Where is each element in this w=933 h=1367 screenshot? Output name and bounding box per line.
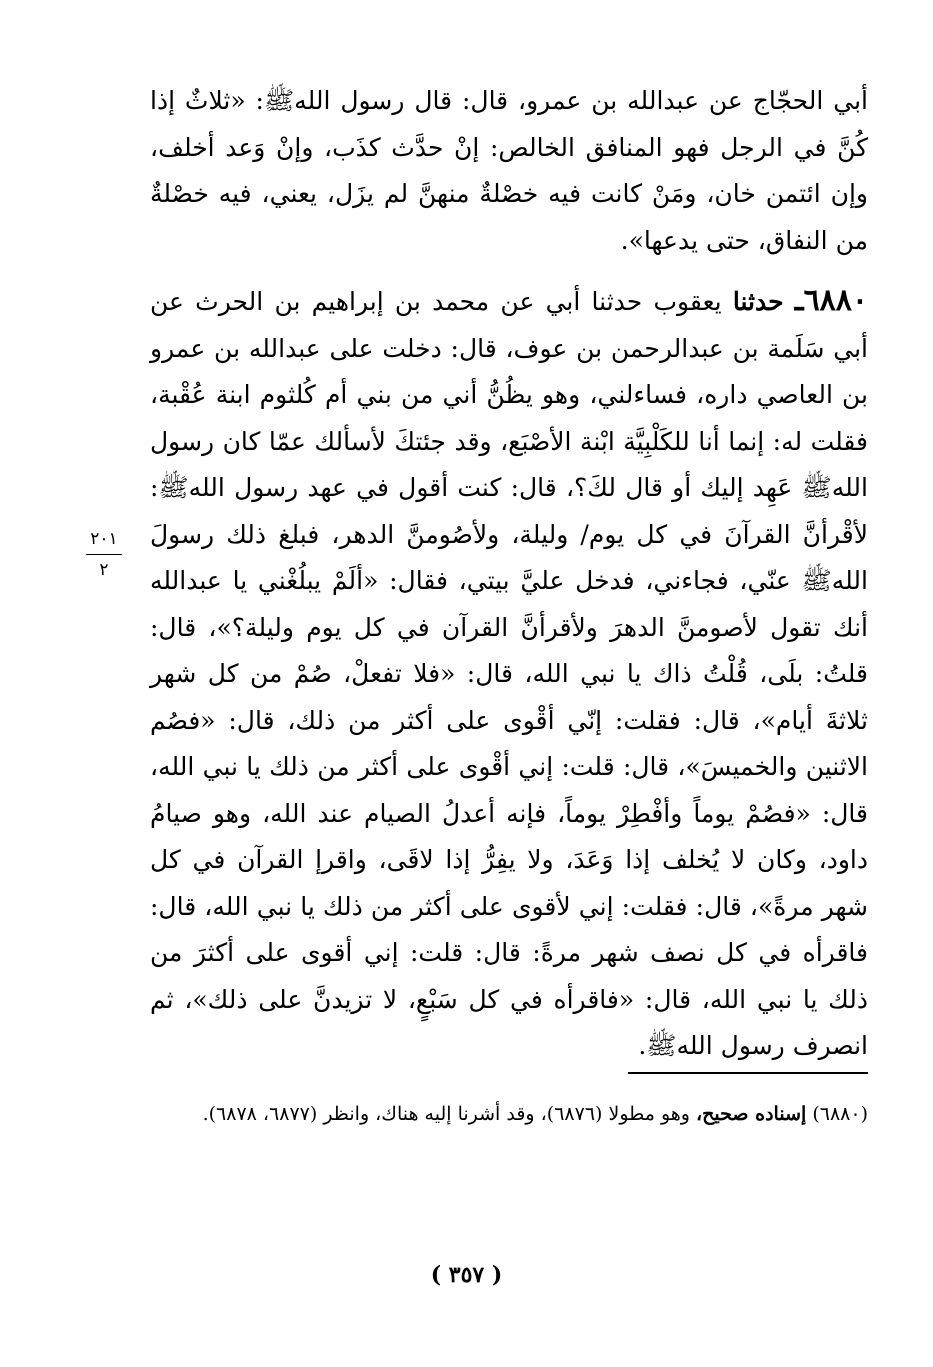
hadith-number: ٦٨٨٠ — [803, 283, 869, 318]
hadith-line: عبدالله بن عمرو بن العاصي داره، فساءلني، وهو يظُنُّ أني من بني أم — [150, 333, 869, 409]
hadith-line: عبدالله أنك تقول لأصومنَّ الدهرَ ولأقرأنَّ القرآن في كل يوم وليلة؟»، قال: — [150, 566, 868, 642]
hadith-line: يُخلف إذا وَعَدَ، ولا يفِرُّ إذا لاقَى، واقرإ القرآن في كل شهر مرةً»، قال: — [150, 845, 868, 921]
continuation-paragraph — [150, 78, 868, 264]
hadith-line: فقلت: إني لأقوى على أكثر من ذلك يا نبي الله، قال: فاقرأه في كل — [150, 891, 868, 967]
footnote — [150, 1093, 868, 1135]
hadith-line: والخميسَ»، قال: قلت: إني أقْوى على أكثر من ذلك يا نبي الله، قال: — [150, 752, 868, 828]
hadith-line: ذلك رسولَ اللهﷺ عنّي، فجاءني، فدخل عليَّ بيتي، فقال: «ألَمْ يبلُغْني يا — [150, 519, 868, 595]
hadith-line: «فصُمْ يوماً وأفْطِرْ يوماً، فإنه أعدلُ الصيام عند الله، وهو صيامُ داود، وكان لا — [150, 798, 868, 874]
footnote-grading: إسناده صحيح، — [696, 1103, 807, 1125]
margin-reference-bottom: ٢ — [99, 560, 109, 580]
hadith-line: رسول اللهﷺ: لأقْرأنَّ القرآنَ في كل يوم/ وليلة، ولأصُومنَّ الدهر، فبلغ — [150, 473, 868, 549]
margin-reference — [82, 528, 126, 581]
hadith-line: نصف شهر مرةً: قال: قلت: إني أقوى على أكثرَ من ذلك يا نبي الله، قال: — [150, 938, 868, 1014]
hadith-line: أيام»، قال: فقلت: إنّي أقْوى على أكثر من ذلك، قال: «فصُم الاثنين — [150, 705, 868, 781]
footnote-close-paren: ) — [812, 1103, 820, 1125]
footnote-text: وهو مطولا (٦٨٧٦)، وقد أشرنا إليه هناك، وانظر (٦٨٧٧، ٦٨٧٨). — [202, 1103, 690, 1125]
hadith-lead-word: حدثنا — [732, 287, 784, 316]
hadith-line: قلتُ: بلَى، قُلْتُ ذاك يا نبي الله، قال: «فلا تفعلْ، صُمْ من كل شهر ثلاثةَ — [150, 659, 868, 735]
footnote-separator — [628, 1072, 868, 1074]
hadith-line: الحرث عن أبي سَلَمة بن عبدالرحمن بن عوف، قال: دخلت على — [150, 287, 869, 363]
footnote-open-paren: ( — [860, 1103, 868, 1125]
main-text — [150, 78, 868, 1070]
continuation-line: النفاق، حتى يدعها». — [620, 225, 828, 255]
hadith-line: عمّا كان رسول اللهﷺ عَهِد إليك أو قال لكَ؟، قال: كنت أقول في عهد — [150, 426, 868, 502]
hadith-dash: ـ — [794, 283, 804, 318]
footnote-number: ٦٨٨٠ — [819, 1103, 861, 1125]
hadith-line: كُلثوم ابنة عُقْبة، فقلت له: إنما أنا للكَلْبِيَّة ابْنة الأصْبَع، وقد جئتكَ لأسألك — [150, 380, 868, 456]
continuation-line: في الرجل فهو المنافق الخالص: إنْ حدَّث كذَب، وإنْ وَعد أخلف، وإن — [150, 132, 868, 208]
hadith-line: «فاقرأه في كل سَبْعٍ، لا تزيدنَّ على ذلك»، ثم انصرف رسول اللهﷺ. — [150, 984, 868, 1060]
margin-reference-top: ٢٠١ — [90, 529, 118, 549]
continuation-line: ائتمن خان، ومَنْ كانت فيه خصْلةٌ منهنَّ لم يزَل، يعني، فيه خصْلةٌ من — [150, 179, 868, 255]
hadith-paragraph — [150, 278, 868, 1070]
hadith-line: يعقوب حدثنا أبي عن محمد بن إبراهيم بن — [274, 287, 722, 316]
margin-reference-divider — [86, 554, 122, 555]
continuation-line: أبي الحجّاج عن عبدالله بن عمرو، قال: قال رسول اللهﷺ: «ثلاثٌ إذا كُنَّ — [150, 86, 868, 162]
page-number: ( ٣٥٧ ) — [430, 1262, 503, 1288]
